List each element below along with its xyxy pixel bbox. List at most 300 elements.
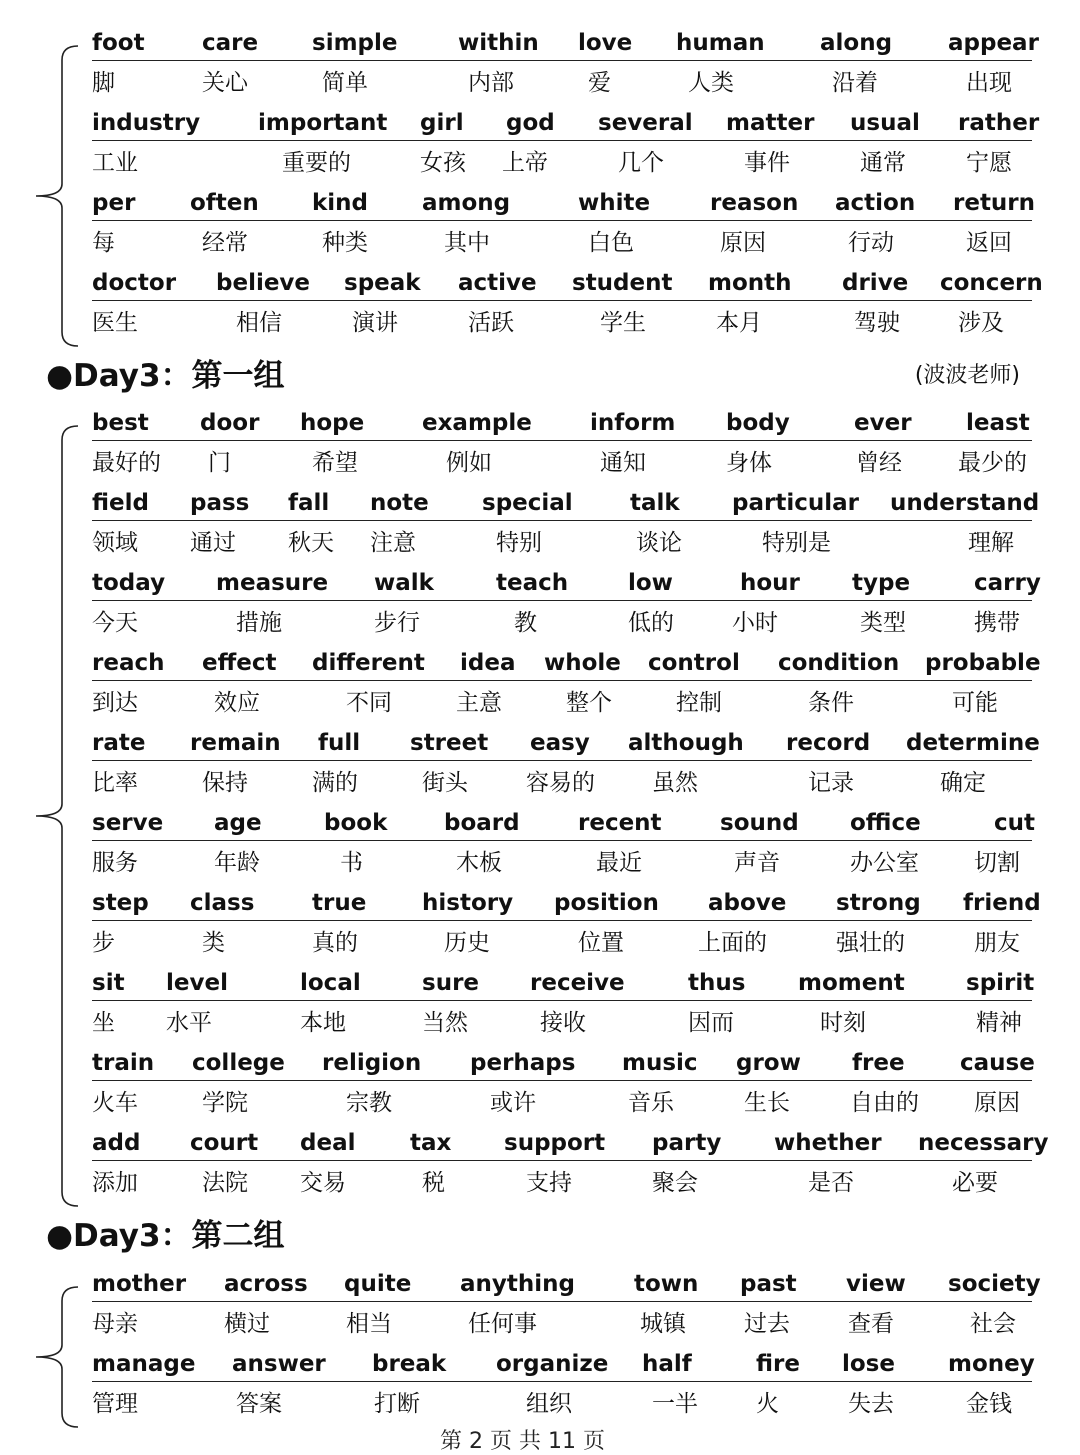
chinese-meaning: 步 [92, 930, 115, 956]
vocab-row-english [0, 1044, 1080, 1084]
chinese-meaning: 原因 [720, 230, 766, 256]
chinese-meaning: 火 [756, 1391, 779, 1417]
chinese-meaning: 特别 [496, 530, 542, 556]
english-word: cause [960, 1050, 1035, 1076]
english-word: sure [422, 970, 480, 996]
chinese-meaning: 城镇 [640, 1311, 686, 1337]
english-word: party [652, 1130, 722, 1156]
chinese-meaning: 其中 [444, 230, 490, 256]
english-word: foot [92, 30, 145, 56]
english-word: book [324, 810, 388, 836]
underline-rule [92, 300, 1032, 301]
english-word: add [92, 1130, 141, 1156]
english-word: appear [948, 30, 1039, 56]
chinese-meaning: 女孩 [420, 150, 466, 176]
chinese-meaning: 整个 [566, 690, 612, 716]
chinese-meaning: 因而 [688, 1010, 734, 1036]
english-word: special [482, 490, 573, 516]
chinese-meaning: 接收 [540, 1010, 586, 1036]
english-word: break [372, 1351, 447, 1377]
chinese-meaning: 声音 [734, 850, 780, 876]
english-word: probable [925, 650, 1041, 676]
english-word: human [676, 30, 765, 56]
english-word: above [708, 890, 787, 916]
chinese-meaning: 横过 [224, 1311, 270, 1337]
chinese-meaning: 上帝 [502, 150, 548, 176]
vocab-row-chinese [0, 844, 1080, 884]
chinese-meaning: 步行 [374, 610, 420, 636]
english-word: talk [630, 490, 680, 516]
vocab-row-chinese [0, 64, 1080, 104]
english-word: believe [216, 270, 311, 296]
english-word: thus [688, 970, 746, 996]
teacher-label: (波波老师) [914, 363, 1020, 388]
page-footer: 第 2 页 共 11 页 [440, 1429, 605, 1454]
vocab-row-chinese [0, 684, 1080, 724]
english-word: hope [300, 410, 365, 436]
english-word: sit [92, 970, 125, 996]
chinese-meaning: 添加 [92, 1170, 138, 1196]
chinese-meaning: 历史 [444, 930, 490, 956]
chinese-meaning: 学生 [600, 310, 646, 336]
english-word: local [300, 970, 361, 996]
chinese-meaning: 理解 [968, 530, 1014, 556]
english-word: strong [836, 890, 921, 916]
chinese-meaning: 年龄 [214, 850, 260, 876]
english-word: girl [420, 110, 464, 136]
english-word: step [92, 890, 149, 916]
english-word: determine [906, 730, 1040, 756]
english-word: fall [288, 490, 330, 516]
chinese-meaning: 曾经 [856, 450, 902, 476]
english-word: history [422, 890, 514, 916]
english-word: understand [890, 490, 1040, 516]
chinese-meaning: 重要的 [282, 150, 351, 176]
chinese-meaning: 宗教 [346, 1090, 392, 1116]
chinese-meaning: 支持 [526, 1170, 572, 1196]
vocab-row-english [0, 184, 1080, 224]
chinese-meaning: 沿着 [832, 70, 878, 96]
english-word: control [648, 650, 740, 676]
english-word: particular [732, 490, 859, 516]
chinese-meaning: 办公室 [850, 850, 919, 876]
english-word: position [554, 890, 659, 916]
english-word: student [572, 270, 673, 296]
english-word: least [966, 410, 1030, 436]
english-word: court [190, 1130, 259, 1156]
vocab-row-chinese [0, 1305, 1080, 1345]
underline-rule [92, 1000, 1032, 1001]
english-word: across [224, 1271, 308, 1297]
chinese-meaning: 控制 [676, 690, 722, 716]
english-word: industry [92, 110, 201, 136]
chinese-meaning: 秋天 [288, 530, 334, 556]
chinese-meaning: 演讲 [352, 310, 398, 336]
chinese-meaning: 小时 [732, 610, 778, 636]
underline-rule [92, 220, 1032, 221]
chinese-meaning: 人类 [688, 70, 734, 96]
chinese-meaning: 种类 [322, 230, 368, 256]
chinese-meaning: 领域 [92, 530, 138, 556]
vocab-row-chinese [0, 1084, 1080, 1124]
english-word: low [628, 570, 673, 596]
vocab-row-chinese [0, 524, 1080, 564]
english-word: office [850, 810, 921, 836]
english-word: hour [740, 570, 800, 596]
section-heading: ●Day3：第二组 [46, 1218, 285, 1254]
english-word: street [410, 730, 489, 756]
chinese-meaning: 通常 [860, 150, 906, 176]
chinese-meaning: 学院 [202, 1090, 248, 1116]
english-word: care [202, 30, 259, 56]
english-word: return [953, 190, 1036, 216]
chinese-meaning: 措施 [236, 610, 282, 636]
english-word: answer [232, 1351, 326, 1377]
chinese-meaning: 通知 [600, 450, 646, 476]
chinese-meaning: 强壮的 [836, 930, 905, 956]
chinese-meaning: 脚 [92, 70, 115, 96]
english-word: simple [312, 30, 398, 56]
chinese-meaning: 音乐 [628, 1090, 674, 1116]
underline-rule [92, 60, 1032, 61]
english-word: whether [774, 1130, 882, 1156]
chinese-meaning: 行动 [848, 230, 894, 256]
english-word: serve [92, 810, 164, 836]
english-word: best [92, 410, 149, 436]
chinese-meaning: 上面的 [698, 930, 767, 956]
english-word: lose [842, 1351, 895, 1377]
chinese-meaning: 母亲 [92, 1311, 138, 1337]
vocab-row-chinese [0, 1164, 1080, 1204]
english-word: god [506, 110, 555, 136]
chinese-meaning: 教 [514, 610, 537, 636]
english-word: money [948, 1351, 1035, 1377]
chinese-meaning: 经常 [202, 230, 248, 256]
chinese-meaning: 活跃 [468, 310, 514, 336]
chinese-meaning: 相当 [346, 1311, 392, 1337]
english-word: per [92, 190, 136, 216]
vocab-row-chinese [0, 144, 1080, 184]
chinese-meaning: 本地 [300, 1010, 346, 1036]
english-word: quite [344, 1271, 412, 1297]
chinese-meaning: 聚会 [652, 1170, 698, 1196]
english-word: train [92, 1050, 155, 1076]
chinese-meaning: 出现 [966, 70, 1012, 96]
chinese-meaning: 谈论 [636, 530, 682, 556]
english-word: fire [756, 1351, 800, 1377]
english-word: record [786, 730, 871, 756]
vocab-row-chinese [0, 224, 1080, 264]
english-word: inform [590, 410, 676, 436]
underline-rule [92, 760, 1032, 761]
underline-rule [92, 1381, 1032, 1382]
underline-rule [92, 1301, 1032, 1302]
chinese-meaning: 希望 [312, 450, 358, 476]
chinese-meaning: 必要 [952, 1170, 998, 1196]
chinese-meaning: 例如 [446, 450, 492, 476]
chinese-meaning: 本月 [716, 310, 762, 336]
chinese-meaning: 工业 [92, 150, 138, 176]
chinese-meaning: 交易 [300, 1170, 346, 1196]
vocab-row-english [0, 564, 1080, 604]
chinese-meaning: 原因 [974, 1090, 1020, 1116]
chinese-meaning: 当然 [422, 1010, 468, 1036]
chinese-meaning: 爱 [588, 70, 611, 96]
english-word: condition [778, 650, 900, 676]
chinese-meaning: 类 [202, 930, 225, 956]
chinese-meaning: 一半 [652, 1391, 698, 1417]
chinese-meaning: 打断 [374, 1391, 420, 1417]
english-word: example [422, 410, 532, 436]
underline-rule [92, 520, 1032, 521]
english-word: free [852, 1050, 905, 1076]
chinese-meaning: 满的 [312, 770, 358, 796]
chinese-meaning: 几个 [618, 150, 664, 176]
chinese-meaning: 生长 [744, 1090, 790, 1116]
english-word: reason [710, 190, 799, 216]
english-word: sound [720, 810, 799, 836]
chinese-meaning: 切割 [974, 850, 1020, 876]
english-word: rather [958, 110, 1040, 136]
vocab-row-chinese [0, 444, 1080, 484]
section-heading: ●Day3：第一组 [46, 358, 285, 394]
chinese-meaning: 容易的 [526, 770, 595, 796]
english-word: remain [190, 730, 281, 756]
underline-rule [92, 920, 1032, 921]
chinese-meaning: 坐 [92, 1010, 115, 1036]
english-word: pass [190, 490, 250, 516]
english-word: manage [92, 1351, 196, 1377]
english-word: today [92, 570, 166, 596]
english-word: society [948, 1271, 1041, 1297]
english-word: perhaps [470, 1050, 576, 1076]
english-word: carry [974, 570, 1041, 596]
vocab-row-english [0, 804, 1080, 844]
chinese-meaning: 比率 [92, 770, 138, 796]
underline-rule [92, 1160, 1032, 1161]
chinese-meaning: 火车 [92, 1090, 138, 1116]
chinese-meaning: 管理 [92, 1391, 138, 1417]
english-word: age [214, 810, 262, 836]
chinese-meaning: 或许 [490, 1090, 536, 1116]
english-word: view [846, 1271, 906, 1297]
english-word: door [200, 410, 260, 436]
chinese-meaning: 答案 [236, 1391, 282, 1417]
english-word: moment [798, 970, 905, 996]
chinese-meaning: 主意 [456, 690, 502, 716]
english-word: field [92, 490, 149, 516]
english-word: several [598, 110, 693, 136]
english-word: friend [963, 890, 1041, 916]
chinese-meaning: 涉及 [958, 310, 1004, 336]
chinese-meaning: 查看 [848, 1311, 894, 1337]
underline-rule [92, 600, 1032, 601]
underline-rule [92, 440, 1032, 441]
english-word: type [852, 570, 911, 596]
chinese-meaning: 关心 [202, 70, 248, 96]
vocab-row-english [0, 104, 1080, 144]
english-word: tax [410, 1130, 452, 1156]
english-word: idea [460, 650, 516, 676]
chinese-meaning: 低的 [628, 610, 674, 636]
english-word: support [504, 1130, 606, 1156]
english-word: true [312, 890, 367, 916]
chinese-meaning: 过去 [744, 1311, 790, 1337]
english-word: town [634, 1271, 699, 1297]
english-word: necessary [918, 1130, 1049, 1156]
english-word: measure [216, 570, 329, 596]
chinese-meaning: 朋友 [974, 930, 1020, 956]
english-word: teach [496, 570, 569, 596]
chinese-meaning: 宁愿 [966, 150, 1012, 176]
chinese-meaning: 条件 [808, 690, 854, 716]
vocab-row-english [0, 724, 1080, 764]
underline-rule [92, 140, 1032, 141]
chinese-meaning: 木板 [456, 850, 502, 876]
chinese-meaning: 位置 [578, 930, 624, 956]
chinese-meaning: 效应 [214, 690, 260, 716]
vocab-row-english [0, 884, 1080, 924]
vocab-row-english [0, 24, 1080, 64]
chinese-meaning: 书 [340, 850, 363, 876]
chinese-meaning: 内部 [468, 70, 514, 96]
chinese-meaning: 真的 [312, 930, 358, 956]
english-word: doctor [92, 270, 177, 296]
english-word: level [166, 970, 228, 996]
english-word: speak [344, 270, 421, 296]
vocab-row-english [0, 1124, 1080, 1164]
english-word: body [726, 410, 790, 436]
english-word: walk [374, 570, 434, 596]
vocab-row-chinese [0, 304, 1080, 344]
english-word: anything [460, 1271, 575, 1297]
chinese-meaning: 身体 [726, 450, 772, 476]
vocab-row-chinese [0, 604, 1080, 644]
english-word: college [192, 1050, 285, 1076]
chinese-meaning: 法院 [202, 1170, 248, 1196]
english-word: receive [530, 970, 625, 996]
chinese-meaning: 不同 [346, 690, 392, 716]
english-word: matter [726, 110, 815, 136]
english-word: along [820, 30, 893, 56]
english-word: religion [322, 1050, 422, 1076]
vocab-row-english [0, 1345, 1080, 1385]
english-word: important [258, 110, 388, 136]
english-word: board [444, 810, 520, 836]
vocab-row-english [0, 404, 1080, 444]
chinese-meaning: 组织 [526, 1391, 572, 1417]
english-word: grow [736, 1050, 801, 1076]
underline-rule [92, 680, 1032, 681]
english-word: organize [496, 1351, 609, 1377]
english-word: concern [940, 270, 1043, 296]
chinese-meaning: 是否 [808, 1170, 854, 1196]
english-word: drive [842, 270, 909, 296]
english-word: within [458, 30, 539, 56]
chinese-meaning: 水平 [166, 1010, 212, 1036]
chinese-meaning: 最好的 [92, 450, 161, 476]
chinese-meaning: 保持 [202, 770, 248, 796]
chinese-meaning: 虽然 [652, 770, 698, 796]
english-word: reach [92, 650, 165, 676]
chinese-meaning: 服务 [92, 850, 138, 876]
vocab-row-chinese [0, 764, 1080, 804]
english-word: cut [994, 810, 1036, 836]
english-word: ever [854, 410, 912, 436]
english-word: class [190, 890, 255, 916]
chinese-meaning: 税 [422, 1170, 445, 1196]
chinese-meaning: 记录 [808, 770, 854, 796]
chinese-meaning: 返回 [966, 230, 1012, 256]
chinese-meaning: 确定 [940, 770, 986, 796]
vocab-row-english [0, 264, 1080, 304]
english-word: deal [300, 1130, 356, 1156]
english-word: active [458, 270, 537, 296]
english-word: love [578, 30, 633, 56]
english-word: often [190, 190, 259, 216]
underline-rule [92, 840, 1032, 841]
chinese-meaning: 最近 [596, 850, 642, 876]
chinese-meaning: 自由的 [850, 1090, 919, 1116]
english-word: full [318, 730, 361, 756]
chinese-meaning: 社会 [970, 1311, 1016, 1337]
chinese-meaning: 通过 [190, 530, 236, 556]
english-word: although [628, 730, 744, 756]
vocab-row-chinese [0, 1004, 1080, 1044]
vocab-row-english [0, 484, 1080, 524]
chinese-meaning: 白色 [588, 230, 634, 256]
english-word: note [370, 490, 429, 516]
chinese-meaning: 街头 [422, 770, 468, 796]
vocab-row-english [0, 1265, 1080, 1305]
chinese-meaning: 类型 [860, 610, 906, 636]
chinese-meaning: 注意 [370, 530, 416, 556]
vocab-row-english [0, 964, 1080, 1004]
english-word: rate [92, 730, 146, 756]
english-word: action [835, 190, 916, 216]
english-word: among [422, 190, 511, 216]
chinese-meaning: 精神 [976, 1010, 1022, 1036]
vocab-row-chinese [0, 1385, 1080, 1425]
chinese-meaning: 驾驶 [854, 310, 900, 336]
vocab-row-chinese [0, 924, 1080, 964]
vocab-row-english [0, 644, 1080, 684]
english-word: spirit [966, 970, 1035, 996]
chinese-meaning: 任何事 [468, 1311, 537, 1337]
chinese-meaning: 时刻 [820, 1010, 866, 1036]
chinese-meaning: 最少的 [958, 450, 1027, 476]
english-word: white [578, 190, 651, 216]
chinese-meaning: 今天 [92, 610, 138, 636]
english-word: mother [92, 1271, 187, 1297]
chinese-meaning: 携带 [974, 610, 1020, 636]
chinese-meaning: 到达 [92, 690, 138, 716]
underline-rule [92, 1080, 1032, 1081]
chinese-meaning: 特别是 [762, 530, 831, 556]
english-word: music [622, 1050, 698, 1076]
chinese-meaning: 医生 [92, 310, 138, 336]
chinese-meaning: 简单 [322, 70, 368, 96]
chinese-meaning: 门 [208, 450, 231, 476]
english-word: effect [202, 650, 277, 676]
english-word: month [708, 270, 792, 296]
english-word: usual [850, 110, 920, 136]
english-word: whole [544, 650, 621, 676]
chinese-meaning: 相信 [236, 310, 282, 336]
english-word: recent [578, 810, 662, 836]
english-word: easy [530, 730, 590, 756]
chinese-meaning: 可能 [952, 690, 998, 716]
